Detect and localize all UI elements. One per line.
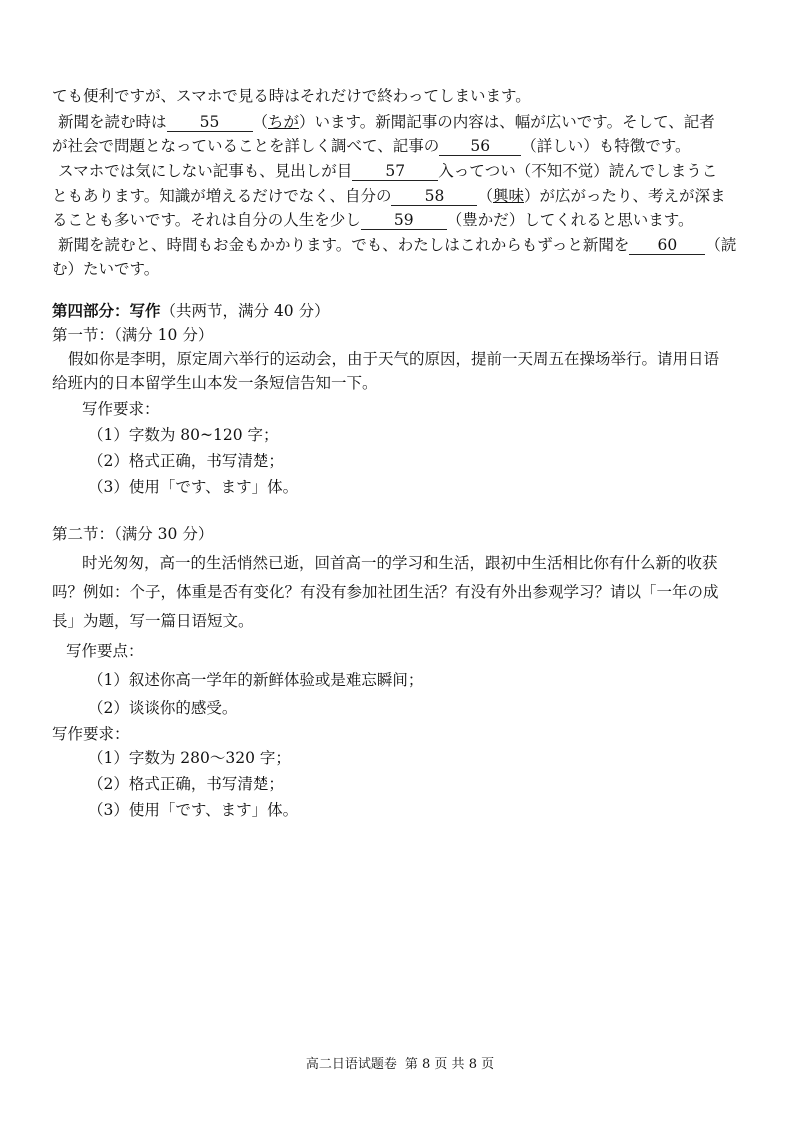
part4-title — [52, 299, 752, 323]
section1-title: 第一节：（满分 10 分） — [52, 326, 214, 344]
text: （豊かだ）してくれると思います。 — [446, 211, 694, 229]
section2-prompt-line-2: 吗？例如：个子，体重是否有变化？有没有参加社团生活？有没有外出参观学习？请以「一年の成 — [52, 583, 719, 601]
blank-58: 58 — [391, 187, 477, 206]
section1-requirement-2: （2）格式正确，书写清楚； — [88, 452, 284, 470]
blank-57: 57 — [352, 162, 438, 181]
section2-prompt-line-3: 長」为题，写一篇日语短文。 — [52, 612, 254, 630]
text: 新聞を読むと、時間もお金もかかります。でも、わたしはこれからもずっと新聞を — [58, 236, 630, 254]
text: む）たいです。 — [52, 260, 160, 278]
footer-page-number: 第 8 页 共 8 页 — [404, 1057, 495, 1072]
section1-requirements-title: 写作要求： — [82, 400, 160, 418]
blank-55: 55 — [167, 113, 253, 132]
text: ともあります。知識が増えるだけでなく、自分の — [52, 187, 392, 205]
part4-title-bold: 第四部分：写作 — [52, 301, 161, 320]
section2-requirement-2: （2）格式正确，书写清楚； — [88, 775, 284, 793]
underlined-word: 興味 — [492, 187, 524, 205]
passage-line-7 — [58, 233, 758, 257]
blank-59: 59 — [361, 211, 447, 230]
section1-requirement-3: （3）使用「です、ます」体。 — [88, 478, 299, 496]
text: ）います。新聞記事の内容は、幅が広いです。そして、記者 — [299, 113, 715, 131]
text: 新聞を読む時は — [58, 113, 167, 131]
section1-prompt-line-1: 假如你是李明，原定周六举行的运动会，由于天气的原因，提前一天周五在操场举行。请用日语 — [68, 350, 720, 368]
text: スマホでは気にしない記事も、見出しが目 — [58, 162, 353, 180]
text: ても便利ですが、スマホで見る時はそれだけで終わってしまいます。 — [52, 87, 531, 105]
passage-line-1 — [52, 84, 752, 108]
text: （ — [252, 113, 269, 131]
section2-requirement-1: （1）字数为 280～320 字； — [88, 749, 291, 767]
blank-60: 60 — [629, 236, 705, 255]
section2-point-2: （2）谈谈你的感受。 — [88, 699, 238, 717]
section1-prompt-line-2: 给班内的日本留学生山本发一条短信告知一下。 — [52, 374, 378, 392]
passage-line-8 — [52, 257, 752, 281]
section2-point-1: （1）叙述你高一学年的新鲜体验或是难忘瞬间； — [88, 671, 424, 689]
text: ることも多いです。それは自分の人生を少し — [52, 211, 361, 229]
blank-56: 56 — [439, 137, 521, 156]
text: （詳しい）も特徴です。 — [521, 137, 691, 155]
text: が社会で問題となっていることを詳しく調べて、記事の — [52, 137, 440, 155]
passage-line-2 — [58, 110, 758, 134]
section1-requirement-1: （1）字数为 80~120 字； — [88, 426, 279, 444]
section2-points-title: 写作要点： — [66, 642, 144, 660]
passage-line-4 — [58, 159, 758, 183]
text: ）が広がったり、考えが深ま — [523, 187, 726, 205]
passage-line-5 — [52, 184, 752, 208]
passage-line-3 — [52, 134, 752, 158]
passage-line-6 — [52, 208, 752, 232]
footer-subject: 高二日语试题卷 — [305, 1057, 397, 1072]
underlined-word: ちが — [268, 113, 300, 131]
section2-requirement-3: （3）使用「です、ます」体。 — [88, 801, 299, 819]
part4-title-rest: （共两节，满分 40 分） — [160, 302, 330, 320]
section2-requirements-title: 写作要求： — [52, 725, 130, 743]
section2-prompt-line-1: 时光匆匆，高一的生活悄然已逝，回首高一的学习和生活，跟初中生活相比你有什么新的收获 — [82, 554, 718, 572]
section2-title: 第二节：（满分 30 分） — [52, 525, 214, 543]
text: 入ってつい（不知不觉）読んでしまうこ — [438, 162, 718, 180]
text: （ — [477, 187, 493, 205]
page-footer — [0, 1056, 800, 1074]
text: （読 — [705, 236, 737, 254]
